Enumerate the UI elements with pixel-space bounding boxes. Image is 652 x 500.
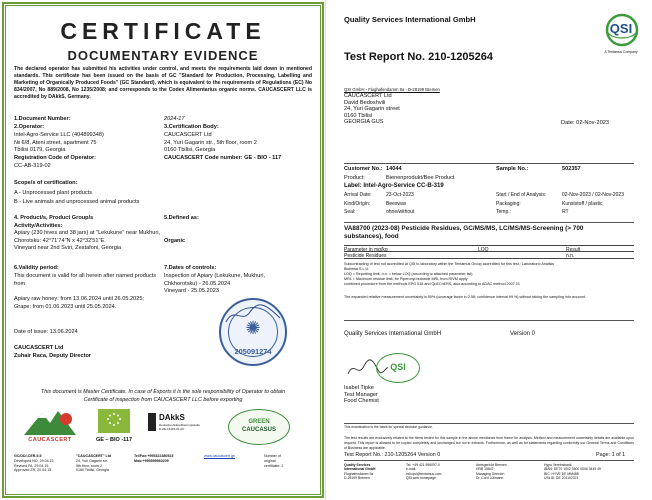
footer-report-no: Test Report No.: 210-1205264 Version 0: [344, 452, 441, 458]
divider: [344, 320, 634, 321]
results-header-row: [344, 245, 634, 252]
cell-result: n.n.: [566, 252, 575, 259]
divider: [344, 460, 634, 461]
caucascert-logo: [20, 407, 80, 447]
recipient-address: [344, 93, 400, 126]
bottom-text: QSI web homepage: [406, 476, 436, 481]
validity-line: from: [14, 280, 26, 287]
method-line: substances), food: [344, 233, 399, 241]
row-product: [344, 174, 634, 183]
bottom-text: e-mail:: [406, 467, 417, 472]
cert-body-line: 24, Yuri Gagarin str., 5th floor, room 2: [164, 139, 257, 146]
row-label: [344, 182, 634, 191]
method-notes: [344, 262, 634, 287]
operator-line: Intel-Agro-Service LLC (404899348): [14, 132, 104, 138]
footer-text: Revised FA, 29.04.15: [14, 463, 49, 468]
bottom-text: International GmbH: [344, 467, 376, 472]
certificate-subtitle: DOCUMENTARY EVIDENCE: [67, 48, 259, 63]
note-line: Biolimsa S.L.U.: [344, 267, 370, 271]
footer-text: original: [264, 458, 276, 463]
operator-line: Tbilisi 0179, Georgia: [14, 147, 66, 154]
note-line: MRL = Maximum residue limit, for Piperonyl-butoxide MRL from RIVM apply: [344, 277, 468, 281]
defined-label: 5.Defined as:: [164, 215, 199, 221]
validity-date: Grape: from 01.06.2023 until 25.05.2024.: [14, 303, 117, 310]
divider: [344, 222, 634, 223]
eu-leaf-icon: [98, 409, 130, 433]
green-caucasus-line2: CAUCASUS: [241, 427, 276, 433]
qsi-logo: [598, 12, 644, 58]
eu-organic-logo: [92, 409, 136, 447]
bottom-text: Flughafendamm 9a: [344, 471, 374, 476]
signer-block: [344, 385, 379, 405]
footer-col-original: [264, 454, 283, 468]
results-table: [344, 245, 634, 259]
qsi-logo-text: QSI: [609, 21, 633, 36]
temp-value: RT: [562, 209, 569, 216]
doc-number-label: 1.Document Number:: [14, 116, 71, 122]
kind-label: Kind/Origin:: [344, 200, 371, 207]
note-line: combined procedure from the methods EPG 518 and QuEChERS, also according to ADAC method 2007.01: [344, 282, 520, 286]
bottom-text: Amtsgericht Bremen: [476, 463, 507, 467]
packaging-label: Packaging:: [496, 200, 521, 207]
green-caucasus-logo: [228, 409, 290, 445]
footer-text: 0160 Tbilisi, Georgia: [76, 468, 109, 473]
bottom-text: Managing Director:: [476, 471, 505, 476]
bottom-text: D-28199 Bremen: [344, 476, 370, 481]
doc-number-value: 2024-17: [164, 116, 185, 122]
col-result: Result: [566, 246, 581, 253]
basis-note: This examination is the basis for special decision guidance.: [344, 425, 433, 429]
ge-bio-code: GE – BIO -117: [95, 437, 133, 443]
col-loq: LOQ: [478, 246, 489, 253]
bottom-col-company: [344, 463, 375, 481]
customer-no-value: 14044: [386, 166, 402, 172]
footer-text: "CAUCASCERT" Ltd: [76, 454, 112, 458]
footer-col-address: [76, 454, 111, 473]
row-arrival: [344, 191, 634, 200]
cert-code-label: CAUCASCERT Code number: GE - BIO - 117: [164, 155, 282, 161]
stamp-signature-icon: [222, 300, 284, 330]
address-line: GEORGIA GUS: [344, 119, 384, 125]
footer-website-link[interactable]: www.caucascert.ge: [204, 454, 235, 458]
address-line: David Bedoshvili: [344, 99, 386, 106]
product-value: Bienenprodukt/Bee Product: [386, 174, 455, 181]
footer-text: 24, Yuri Gagarin str.: [76, 458, 108, 463]
signer-title: Food Chemist: [344, 398, 379, 405]
seal-label: Seal:: [344, 209, 356, 216]
report-title: Test Report No. 210-1205264: [344, 51, 493, 63]
stamp-emblem-icon: ✺: [245, 318, 261, 338]
activity-label: Activity/Activities:: [14, 222, 63, 229]
sample-no-label: Sample No.:: [496, 166, 529, 172]
bottom-col-registry: [476, 463, 507, 481]
start-end-label: Start / End of Analysis:: [496, 192, 547, 199]
eu-stars-icon: [98, 409, 130, 433]
products-line: Vineyard near 2nd Sviri, Zestafoni, Georgia: [14, 245, 122, 252]
address-line: CAUCASCERT Ltd: [344, 93, 392, 99]
bottom-text: Dr. Cord Lüllmann: [476, 476, 504, 481]
row-kind: [344, 200, 634, 209]
sample-no-value: 502357: [562, 166, 581, 172]
products-line: Chorotsku: 42°71'74"N x 42°32'51"E.: [14, 237, 106, 244]
address-line: 24, Yuri Gagarin street: [344, 106, 400, 112]
divider: [344, 423, 634, 424]
note-line: Subcontracting of test not accredited at QSI to laboratory within the Tentamus Group accredited for this test.: Laboratorio Análisis: [344, 262, 555, 266]
signer-name: Isabel Tipke: [344, 385, 374, 391]
footer-text: GC/DD/-CER-9.5: [14, 454, 42, 458]
page-number: Page: 1 of 1: [596, 452, 626, 458]
test-report-page: [326, 0, 652, 500]
footer-text: certificate: 2: [264, 463, 284, 468]
report-date: Date: 02-Nov-2023: [561, 120, 610, 126]
customer-no-label: Customer No.:: [344, 166, 383, 172]
packaging-value: Kunststoff / plastic: [562, 200, 603, 207]
note-line: LOQ = Reporting limit, n.n. = below LOQ (according to attached parameter list): [344, 272, 473, 276]
start-end-value: 02-Nov-2023 / 02-Nov-2023: [562, 192, 624, 199]
issuer-person: Zuhair Raca, Deputy Director: [14, 352, 92, 359]
footer-text: Mob:+995599560209: [134, 458, 169, 463]
cell-parameter: Pesticide Residues: [344, 252, 387, 259]
scope-label: Scope/s of certification:: [14, 180, 78, 186]
row-customer: [344, 165, 634, 174]
cert-body-line: 0160 Tbilisi, Georgia: [164, 147, 216, 154]
bottom-text: HRB 15842: [476, 467, 494, 472]
issuer-org: CAUCASCERT Ltd: [14, 345, 64, 351]
footer-text: 5th floor, room 2,: [76, 463, 103, 468]
qsi-logo-sub: A Tentamus Company: [604, 50, 638, 54]
products-line: Apiary (230 hives and 38 jars) at "Lekukune" near Mukhuri,: [14, 230, 161, 237]
operator-label: 2.Operator:: [14, 124, 45, 130]
col-parameter: Parameter in mg/kg: [344, 246, 388, 253]
caucascert-mountain-icon: [20, 407, 80, 437]
dakks-bar-icon: [148, 413, 156, 431]
controls-line: Vineyard - 25.05.2023: [164, 288, 219, 295]
legal-note: The test results are exclusively related to the items tested for this sample in the above mentioned time frame for analysis. Method and measurement uncertainty details are available upon request. This report is allowed to be copied completely and unchanged but not in extracts. Furthermore, as well as for statements regarding conformity our General Terms and Conditions of Business are applicable.: [344, 436, 634, 450]
seal-value: ohne/without: [386, 209, 415, 216]
signer-title: Test Manager: [344, 391, 378, 398]
products-label: 4. Product/s, Product Group/s: [14, 215, 94, 221]
bottom-col-bank: [544, 463, 601, 481]
bottom-text: Tel. +49 421 596097-0: [406, 463, 440, 467]
bottom-text: BIC: HYVE DE MM488: [544, 471, 579, 476]
bottom-text: Quality Services: [344, 463, 371, 467]
dakks-sub-text: Deutsche Akkreditierungsstelle D-ZE-16115-01-00: [159, 423, 201, 431]
method-line: VA88700 (2023-08) Pesticide Residues, GC/MS/MS, LC/MS/MS-Screening (> 700: [344, 225, 584, 232]
product-label: Product:: [344, 174, 365, 181]
validity-label: 6.Validity period:: [14, 265, 59, 271]
scope-line: B - Live animals and unprocessed animal products: [14, 199, 140, 205]
controls-line: Chkhorotsku) - 26.05.2024: [164, 280, 231, 287]
bottom-text: info.qsi@tentamus.com: [406, 471, 442, 476]
row-seal: [344, 208, 634, 217]
scope-line: A - Unprocessed plant products: [14, 190, 93, 196]
stamp-number: 205091274: [234, 347, 272, 356]
master-certificate-note: [14, 389, 312, 404]
report-company: Quality Services International GmbH: [344, 15, 476, 24]
operator-line: № 6/8, Ateni street, apartment 75: [14, 139, 97, 146]
date-of-issue: Date of issue: 13.06.2024: [14, 329, 78, 335]
kind-value: Beeswax: [386, 200, 407, 207]
arrival-label: Arrival Date:: [344, 192, 372, 199]
cert-body-label: 3.Certification Body:: [164, 124, 219, 130]
controls-line: Inspection of Apiary (Lekukune, Mukhuri,: [164, 273, 266, 279]
report-version: Version 0: [510, 331, 536, 337]
qsi-stamp-text: QSI: [390, 362, 406, 372]
method-heading: [344, 225, 634, 242]
validity-date: Apiary raw honey: from 13.06.2024 until 26.05.2025;: [14, 296, 144, 302]
reg-code-label: Registration Code of Operator:: [14, 155, 97, 161]
footer-text: Number of: [264, 454, 281, 458]
footer-text: Developed NO, 29.04.15,: [14, 458, 55, 463]
caucascert-logo-text: CAUCASCERT: [28, 437, 72, 443]
footer-text: Tel/Fax:+995322380523: [134, 454, 174, 458]
bottom-text: USt-ID: DE 201102221: [544, 476, 579, 481]
sample-label: Label: Intel-Agro-Service CC-B-319: [344, 183, 444, 190]
certificate-title: CERTIFICATE: [60, 18, 266, 44]
dakks-logo: [148, 411, 204, 447]
note-line-2: Certificate of inspection from CAUCASCERT LLC before exporting: [83, 396, 243, 403]
defined-value: Organic: [164, 238, 186, 244]
green-caucasus-line1: GREEN: [248, 419, 270, 425]
arrival-value: 23-Oct-2023: [386, 192, 414, 199]
bottom-text: Hypo Vereinsbank: [544, 463, 572, 467]
certificate-intro: The declared operator has submitted his activities under control, and meets the requirements laid down in mentioned standards. This certificate has been issued on the basis of GC "Standard for Production, Processing, Labelling and Marketing of Organically Produced Foods" (GC Standard), which is equivalent to the requirements of Regulations (EC) No 834/2007, No 889/2008, No 1235/2008; and corresponds to the Codex Alimentarius organic norms. CAUCASCERT LLC is accredited by DAkkS, Germany.: [14, 66, 312, 100]
sample-info-table: [344, 165, 634, 217]
uncertainty-note: The expanded relative measurement uncertainty is 50% (coverage factor k=2.58; confidence interval 99 %) without taking the sampling into account.: [344, 295, 586, 299]
cert-body-line: CAUCASCERT Ltd: [164, 132, 212, 138]
reg-code-value: CC-AB-319-02: [14, 163, 51, 169]
footer-col-doc-info: [14, 454, 55, 473]
qsi-stamp: [376, 353, 420, 383]
controls-label: 7.Dates of controls:: [164, 265, 217, 271]
bottom-col-contact: [406, 463, 441, 481]
note-line-1: This document is Master Certificate. In case of Exports it is the sole responsibility of Operator to obtain: [40, 389, 286, 395]
certificate-logos: [14, 407, 312, 449]
results-data-row: [344, 252, 634, 259]
address-line: 0160 Tbilisi: [344, 112, 373, 119]
footer-text: Approved ZR, 20.04.15: [14, 468, 52, 473]
temp-label: Temp.:: [496, 209, 512, 216]
sender-line: QSI GmbH - Flughafendamm 9a - D-28199 Bremen: [344, 87, 440, 92]
footer-company: Quality Services International GmbH: [344, 331, 442, 337]
divider: [344, 163, 634, 164]
dakks-logo-text: DAkkS: [159, 413, 185, 422]
footer-col-phone: [134, 454, 173, 464]
validity-line: This document is valid for all herein after named products: [14, 273, 157, 279]
bottom-text: IBAN: DE70 1002 0500 0006 3445 49: [544, 467, 601, 472]
